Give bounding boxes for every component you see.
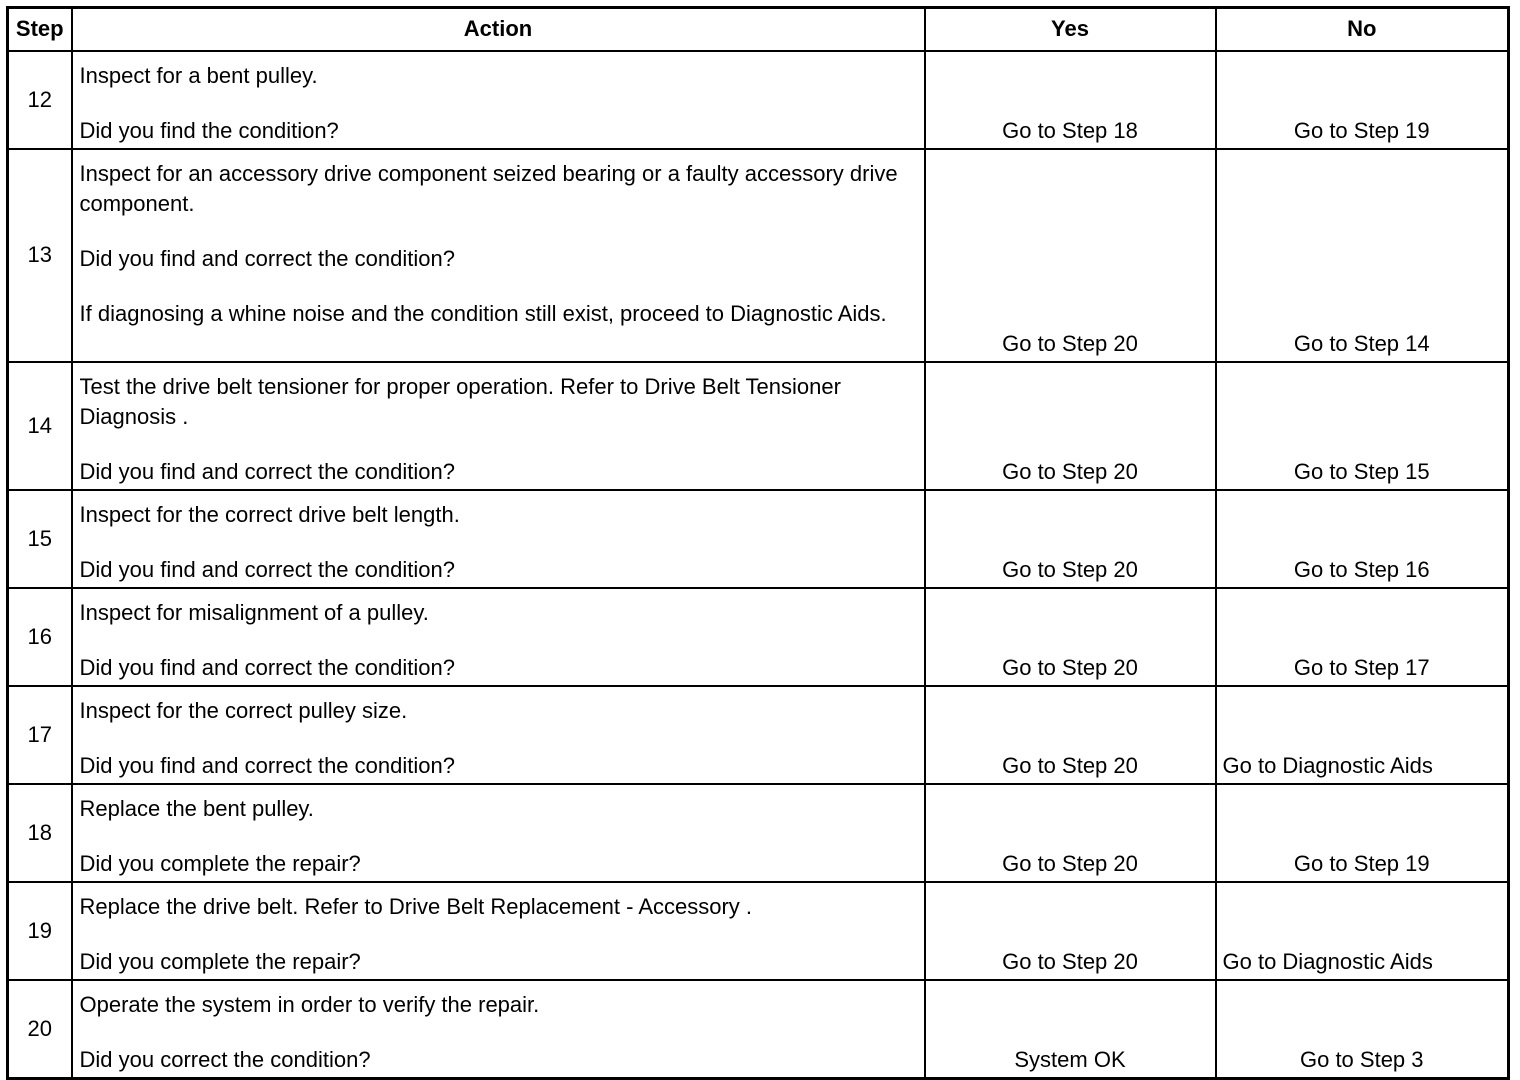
action-question: Did you find and correct the condition?	[79, 245, 455, 271]
table-row	[8, 784, 1509, 882]
action-cell	[72, 362, 925, 490]
action-cell	[72, 980, 925, 1079]
header-action: Action	[72, 8, 925, 51]
step-number: 19	[8, 882, 72, 980]
yes-outcome: System OK	[925, 980, 1216, 1079]
no-outcome: Go to Step 15	[1216, 362, 1509, 490]
table-row	[8, 686, 1509, 784]
action-text: Inspect for the correct pulley size.	[79, 697, 408, 723]
action-cell	[72, 588, 925, 686]
action-text: Inspect for a bent pulley.	[79, 62, 318, 88]
action-cell	[72, 882, 925, 980]
table-row	[8, 149, 1509, 362]
header-yes: Yes	[925, 8, 1216, 51]
yes-outcome: Go to Step 20	[925, 149, 1216, 362]
no-outcome: Go to Step 16	[1216, 490, 1509, 588]
yes-outcome: Go to Step 18	[925, 51, 1216, 149]
header-row	[8, 8, 1509, 51]
action-question: Did you find the condition?	[79, 117, 339, 143]
header-no: No	[1216, 8, 1509, 51]
action-question: Did you find and correct the condition?	[79, 752, 455, 778]
yes-outcome: Go to Step 20	[925, 362, 1216, 490]
action-cell	[72, 149, 925, 362]
yes-outcome: Go to Step 20	[925, 784, 1216, 882]
no-outcome: Go to Step 3	[1216, 980, 1509, 1079]
action-cell	[72, 784, 925, 882]
yes-outcome: Go to Step 20	[925, 686, 1216, 784]
step-number: 13	[8, 149, 72, 362]
action-note: If diagnosing a whine noise and the condition still exist, proceed to Diagnostic Aids.	[79, 300, 887, 326]
no-outcome: Go to Diagnostic Aids	[1216, 882, 1509, 980]
yes-outcome: Go to Step 20	[925, 882, 1216, 980]
action-cell	[72, 51, 925, 149]
no-outcome: Go to Step 19	[1216, 784, 1509, 882]
action-question: Did you complete the repair?	[79, 948, 361, 974]
action-text: Operate the system in order to verify the repair.	[79, 991, 540, 1017]
action-text: Replace the bent pulley.	[79, 795, 314, 821]
table-row	[8, 51, 1509, 149]
no-outcome: Go to Step 14	[1216, 149, 1509, 362]
step-number: 20	[8, 980, 72, 1079]
action-question: Did you find and correct the condition?	[79, 654, 455, 680]
diagnostic-table	[6, 6, 1510, 1080]
yes-outcome: Go to Step 20	[925, 588, 1216, 686]
table-row	[8, 588, 1509, 686]
table-row	[8, 882, 1509, 980]
action-cell	[72, 686, 925, 784]
step-number: 14	[8, 362, 72, 490]
step-number: 15	[8, 490, 72, 588]
table-row	[8, 362, 1509, 490]
step-number: 12	[8, 51, 72, 149]
table-row	[8, 980, 1509, 1079]
action-text: Replace the drive belt. Refer to Drive Belt Replacement - Accessory .	[79, 893, 753, 919]
step-number: 16	[8, 588, 72, 686]
action-question: Did you correct the condition?	[79, 1046, 371, 1072]
action-text: Inspect for misalignment of a pulley.	[79, 599, 429, 625]
action-text: Inspect for the correct drive belt length.	[79, 501, 460, 527]
no-outcome: Go to Step 17	[1216, 588, 1509, 686]
step-number: 17	[8, 686, 72, 784]
action-text: Inspect for an accessory drive component seized bearing or a faulty accessory drive component.	[79, 160, 898, 216]
action-cell	[72, 490, 925, 588]
action-question: Did you find and correct the condition?	[79, 556, 455, 582]
no-outcome: Go to Diagnostic Aids	[1216, 686, 1509, 784]
action-question: Did you complete the repair?	[79, 850, 361, 876]
action-question: Did you find and correct the condition?	[79, 458, 455, 484]
yes-outcome: Go to Step 20	[925, 490, 1216, 588]
no-outcome: Go to Step 19	[1216, 51, 1509, 149]
action-text: Test the drive belt tensioner for proper operation. Refer to Drive Belt Tensioner Diagnosis .	[79, 373, 841, 429]
header-step: Step	[8, 8, 72, 51]
step-number: 18	[8, 784, 72, 882]
table-row	[8, 490, 1509, 588]
